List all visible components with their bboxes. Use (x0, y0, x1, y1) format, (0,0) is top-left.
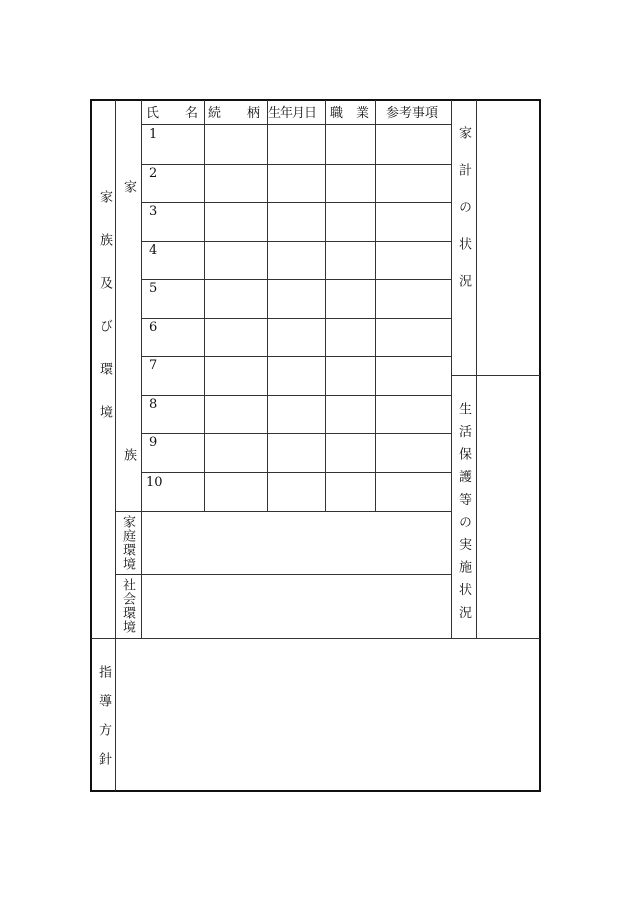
row-number-2: 2 (149, 166, 158, 181)
divider-relation-col (267, 100, 268, 511)
row-line-9 (141, 472, 451, 473)
home-env-line (115, 574, 451, 575)
welfare-status-label: 生活保護等の実施状況 (456, 402, 471, 628)
family-label-bottom: 族 (121, 448, 136, 461)
header-birth: 生年月日 (268, 106, 317, 121)
row-number-9: 9 (149, 435, 158, 450)
household-status-label: 家計の状況 (456, 126, 471, 311)
family-environment-label: 家族及び環境 (97, 190, 112, 448)
divider-notes-col (451, 100, 452, 638)
row-number-4: 4 (149, 243, 158, 258)
row-line-2 (141, 202, 451, 203)
divider-family-col (141, 100, 142, 638)
header-name: 氏 名 (146, 106, 199, 121)
header-job: 職 業 (330, 106, 370, 121)
right-split-line (451, 375, 540, 376)
divider-job-col (375, 100, 376, 511)
row-line-7 (141, 395, 451, 396)
row-number-1: 1 (149, 127, 158, 142)
outer-border-right (539, 99, 541, 792)
row-number-6: 6 (149, 320, 158, 335)
divider-name-col (204, 100, 205, 511)
row-line-1 (141, 164, 451, 165)
social-environment-label: 社会環境 (120, 578, 135, 634)
row-number-8: 8 (149, 397, 158, 412)
home-environment-label: 家庭環境 (120, 515, 135, 571)
outer-border-left (90, 99, 92, 792)
guidance-policy-label: 指導方針 (96, 665, 111, 781)
row-number-3: 3 (149, 204, 158, 219)
family-label-top: 家 (121, 180, 136, 193)
row-line-6 (141, 356, 451, 357)
row-line-3 (141, 241, 451, 242)
divider-right-label-col (476, 100, 477, 638)
row-line-10 (115, 511, 451, 512)
divider-left-col (115, 100, 116, 791)
row-line-5 (141, 318, 451, 319)
outer-border-top (90, 99, 541, 101)
row-line-8 (141, 433, 451, 434)
outer-border-bottom (90, 790, 541, 792)
header-row-line (141, 124, 451, 125)
row-line-4 (141, 279, 451, 280)
row-number-10: 10 (146, 475, 163, 490)
header-notes: 参考事項 (386, 106, 439, 121)
header-relation: 続 柄 (208, 106, 261, 121)
row-number-5: 5 (149, 281, 158, 296)
guidance-top-line (91, 638, 540, 639)
divider-birth-col (325, 100, 326, 511)
row-number-7: 7 (149, 358, 158, 373)
